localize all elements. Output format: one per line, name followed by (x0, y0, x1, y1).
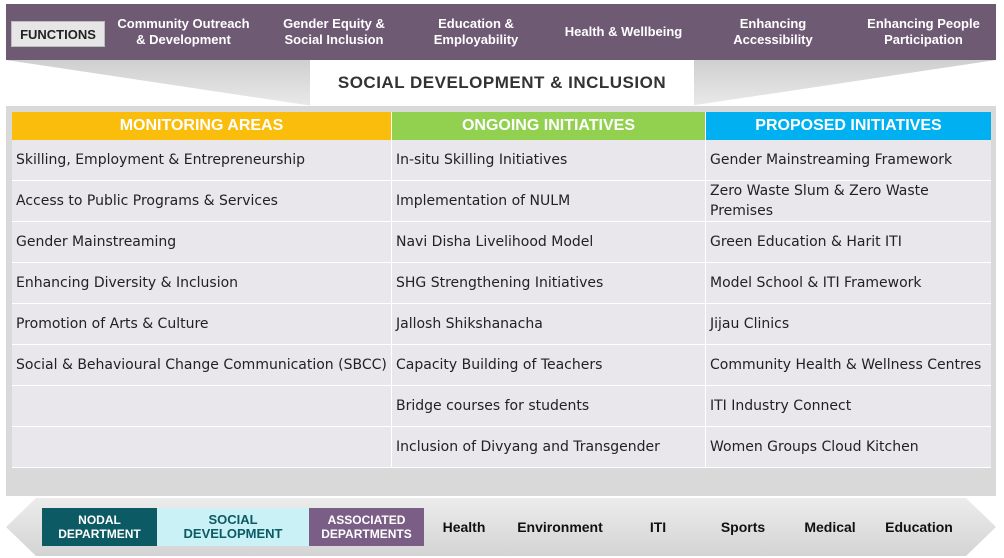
ongoing-initiative-cell: Bridge courses for students (392, 386, 706, 427)
ongoing-initiative-cell: Navi Disha Livelihood Model (392, 222, 706, 263)
function-participation[interactable]: Enhancing People Participation (867, 16, 980, 47)
monitoring-area-cell (12, 427, 392, 468)
function-community-outreach[interactable]: Community Outreach & Development (117, 16, 250, 47)
proposed-initiative-cell: Green Education & Harit ITI (706, 222, 991, 263)
ongoing-initiative-cell: SHG Strengthening Initiatives (392, 263, 706, 304)
function-accessibility[interactable]: Enhancing Accessibility (733, 16, 813, 47)
ongoing-initiative-cell: Jallosh Shikshanacha (392, 304, 706, 345)
monitoring-area-cell: Access to Public Programs & Services (12, 181, 392, 222)
functions-bar (6, 4, 996, 60)
nodal-department-value: SOCIAL DEVELOPMENT (157, 508, 309, 546)
associated-department-medical[interactable]: Medical (804, 519, 856, 535)
associated-department-environment[interactable]: Environment (517, 519, 603, 535)
functions-badge: FUNCTIONS (11, 21, 105, 47)
function-gender-equity[interactable]: Gender Equity & Social Inclusion (283, 16, 385, 47)
function-education[interactable]: Education & Employability (433, 16, 519, 47)
ongoing-initiative-cell: In-situ Skilling Initiatives (392, 140, 706, 181)
function-health[interactable]: Health & Wellbeing (564, 24, 683, 39)
proposed-initiative-cell: ITI Industry Connect (706, 386, 991, 427)
monitoring-area-cell: Gender Mainstreaming (12, 222, 392, 263)
ongoing-initiative-cell: Inclusion of Divyang and Transgender (392, 427, 706, 468)
associated-department-iti[interactable]: ITI (649, 519, 667, 535)
proposed-initiative-cell: Gender Mainstreaming Framework (706, 140, 991, 181)
nodal-department-label: NODAL DEPARTMENT (42, 508, 157, 546)
monitoring-area-cell: Enhancing Diversity & Inclusion (12, 263, 392, 304)
monitoring-area-cell: Promotion of Arts & Culture (12, 304, 392, 345)
header-proposed-initiatives: PROPOSED INITIATIVES (706, 112, 991, 140)
ongoing-initiative-cell: Implementation of NULM (392, 181, 706, 222)
header-ongoing-initiatives: ONGOING INITIATIVES (392, 112, 706, 140)
header-monitoring-areas: MONITORING AREAS (12, 112, 392, 140)
monitoring-area-cell: Skilling, Employment & Entrepreneurship (12, 140, 392, 181)
proposed-initiative-cell: Jijau Clinics (706, 304, 991, 345)
section-title: SOCIAL DEVELOPMENT & INCLUSION (310, 60, 694, 106)
proposed-initiative-cell: Women Groups Cloud Kitchen (706, 427, 991, 468)
initiatives-table (12, 112, 991, 477)
associated-department-education[interactable]: Education (885, 519, 953, 535)
ongoing-initiative-cell: Capacity Building of Teachers (392, 345, 706, 386)
monitoring-area-cell (12, 386, 392, 427)
associated-department-sports[interactable]: Sports (720, 519, 766, 535)
associated-department-health[interactable]: Health (442, 519, 486, 535)
monitoring-area-cell: Social & Behavioural Change Communication (SBCC) (12, 345, 392, 386)
associated-departments-label: ASSOCIATED DEPARTMENTS (309, 508, 424, 546)
proposed-initiative-cell: Zero Waste Slum & Zero Waste Premises (706, 181, 991, 222)
proposed-initiative-cell: Community Health & Wellness Centres (706, 345, 991, 386)
proposed-initiative-cell: Model School & ITI Framework (706, 263, 991, 304)
